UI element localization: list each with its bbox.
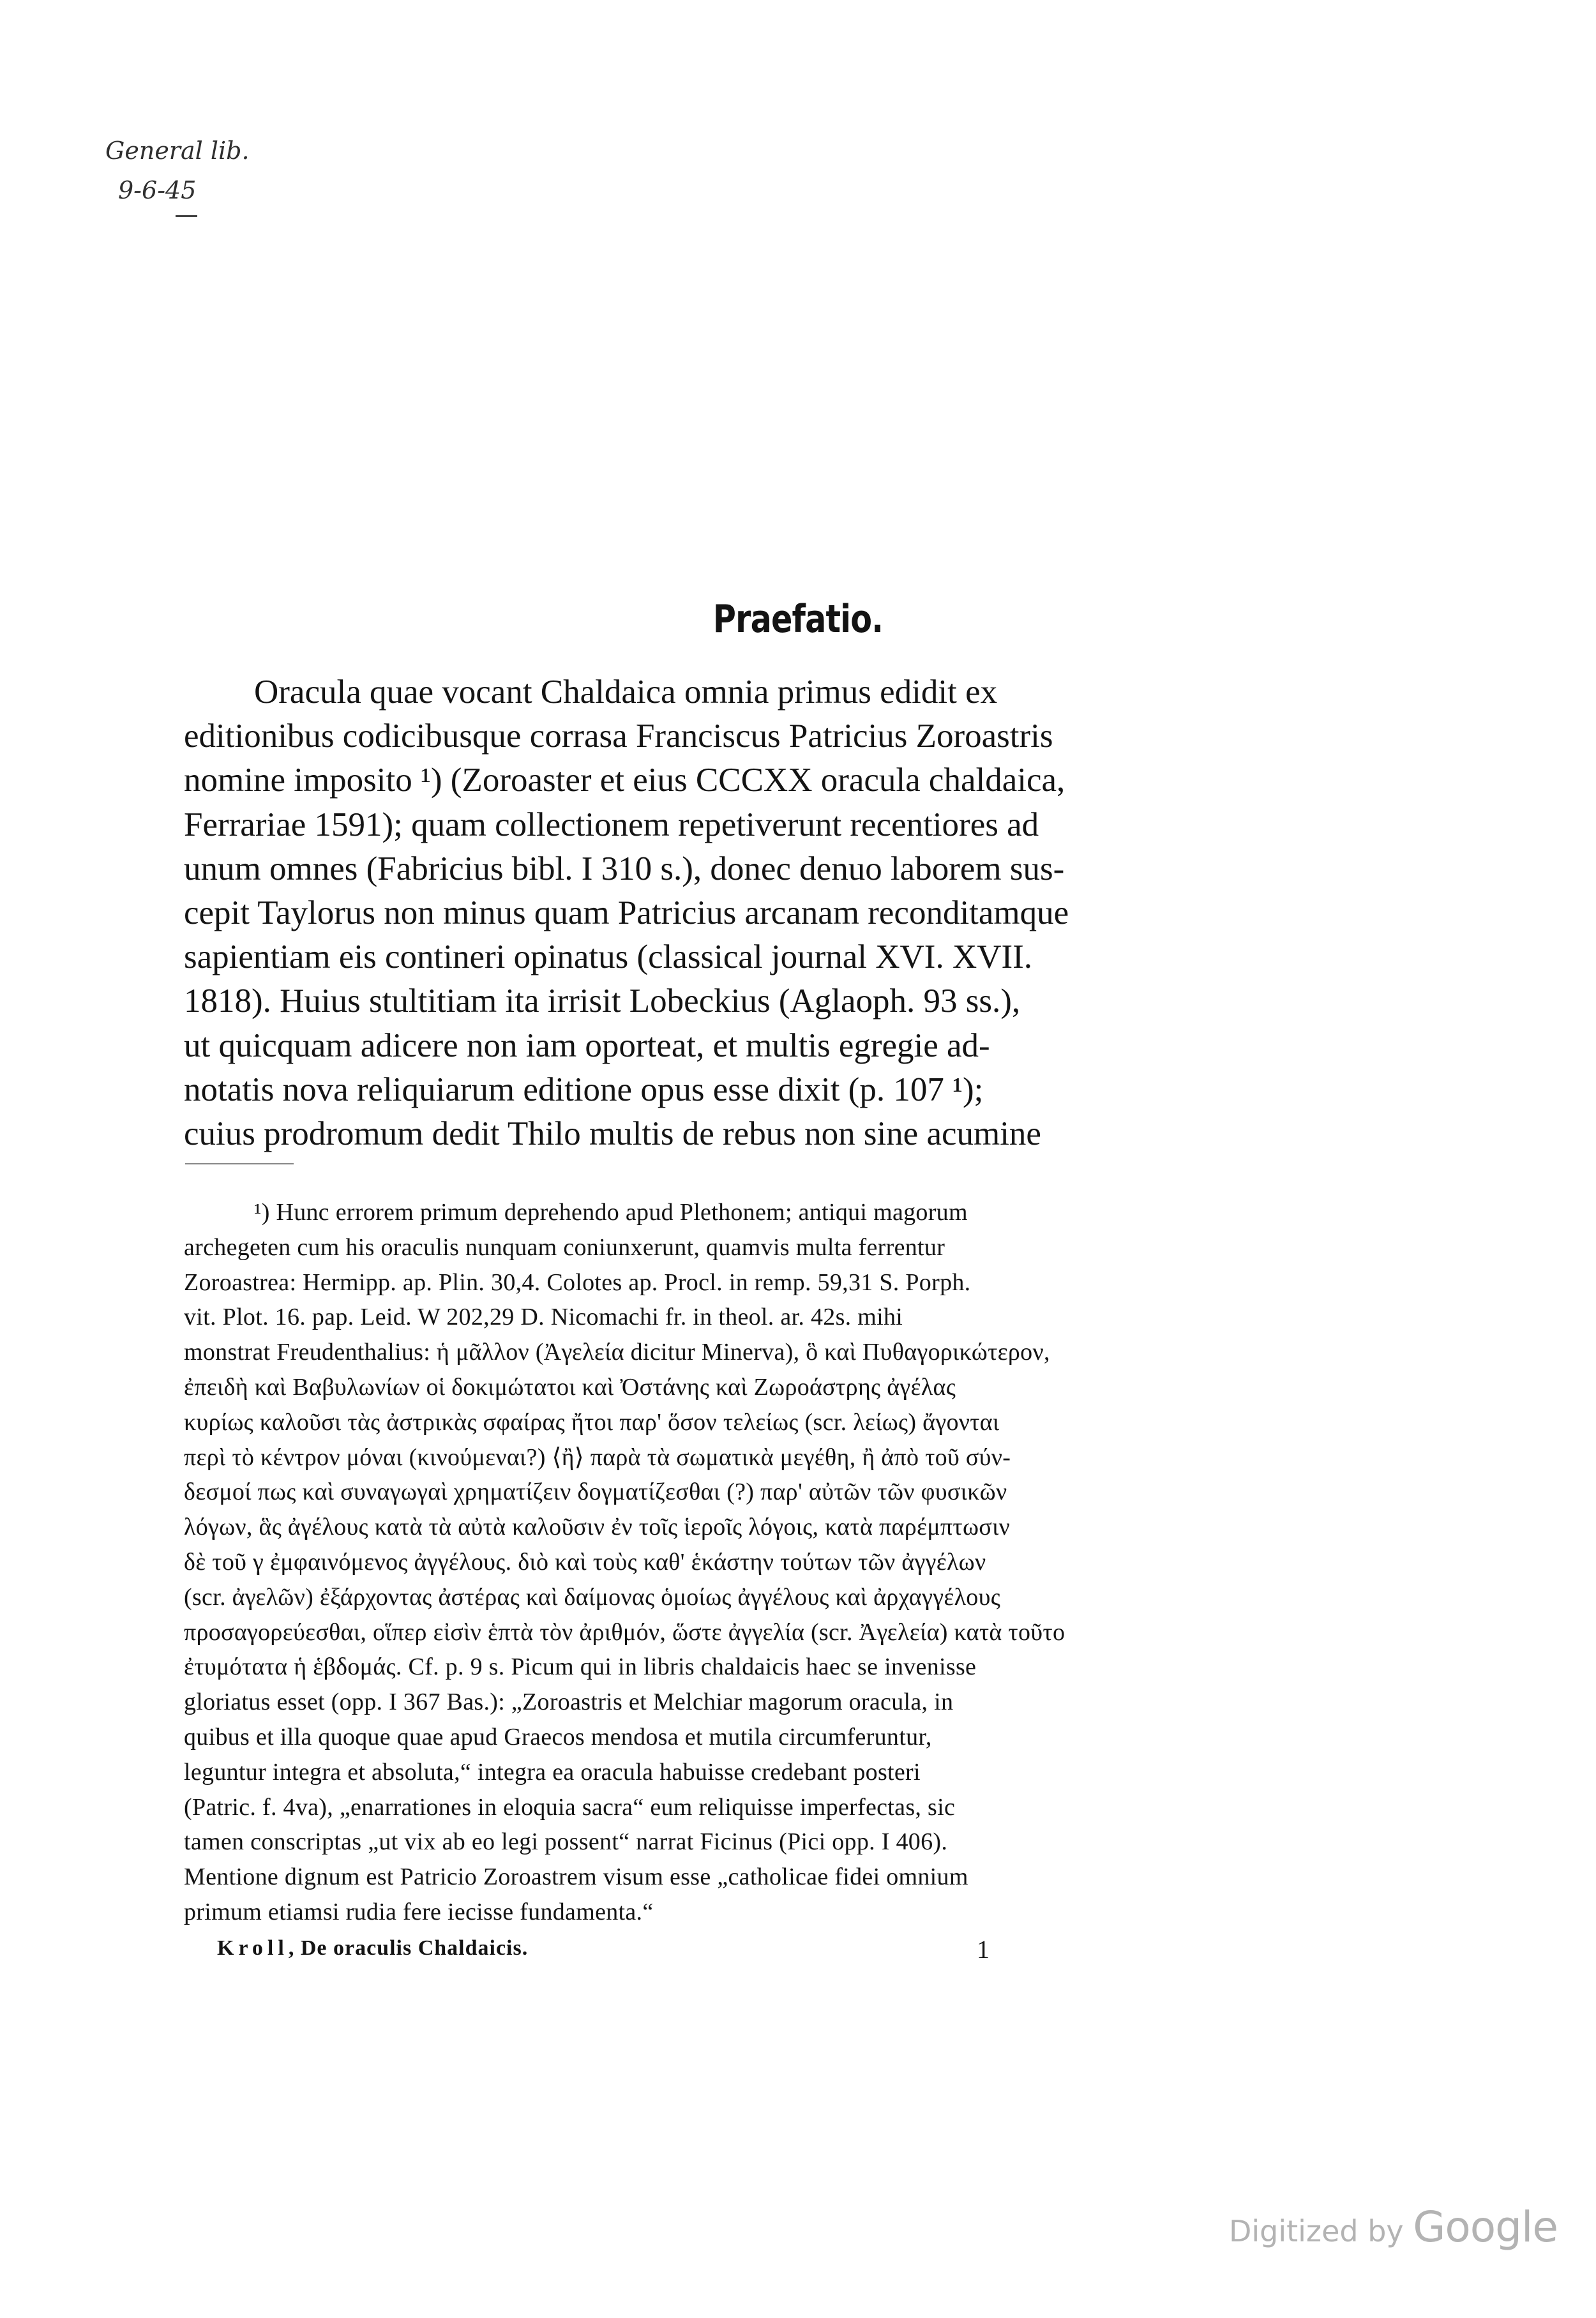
footnote-line: (Patric. f. 4va), „enarrationes in eloquia sacra“ eum reliquisse imperfectas, sic xyxy=(184,1793,956,1821)
signature-work: De oraculis Chaldaicis. xyxy=(300,1936,529,1960)
text-line: ut quicquam adicere non iam oporteat, et multis egregie ad- xyxy=(184,1027,990,1064)
note-dash xyxy=(176,215,197,217)
signature-line: Kroll, De oraculis Chaldaicis. xyxy=(217,1936,529,1960)
footnote-line: δεσμοί πως καὶ συναγωγαὶ χρηματίζειν δογματίζεσθαι (?) παρ' αὐτῶν τῶν φυσικῶν xyxy=(184,1479,1007,1506)
text-line: Oracula quae vocant Chaldaica omnia primus edidit ex xyxy=(254,674,998,711)
footnote-line: ¹) Hunc errorem primum deprehendo apud Plethonem; antiqui magorum xyxy=(254,1199,968,1226)
main-text xyxy=(184,670,1410,1156)
text-line: notatis nova reliquiarum editione opus esse dixit (p. 107 ¹); xyxy=(184,1071,984,1108)
footnote-line: quibus et illa quoque quae apud Graecos mendosa et mutila circumferuntur, xyxy=(184,1723,932,1750)
signature-mark: 1 xyxy=(977,1935,990,1964)
google-logo: Google xyxy=(1413,2202,1558,2252)
footnote-line: δὲ τοῦ γ ἐμφαινόμενος ἀγγέλους. διὸ καὶ τοὺς καθ' ἑκάστην τούτων τῶν ἀγγέλων xyxy=(184,1548,986,1576)
footnote xyxy=(184,1195,1410,1930)
footnote-line: tamen conscriptas „ut vix ab eo legi possent“ narrat Ficinus (Pici opp. I 406). xyxy=(184,1828,948,1856)
text-line: 1818). Huius stultitiam ita irrisit Lobeckius (Aglaoph. 93 ss.), xyxy=(184,982,1021,1020)
footnote-line: ἐτυμότατα ἡ ἑβδομάς. Cf. p. 9 s. Picum qui in libris chaldaicis haec se invenisse xyxy=(184,1653,977,1681)
watermark-prefix: Digitized by xyxy=(1228,2214,1404,2248)
text-line: Ferrariae 1591); quam collectionem repetiverunt recentiores ad xyxy=(184,806,1039,843)
text-line: sapientiam eis contineri opinatus (classical journal XVI. XVII. xyxy=(184,938,1033,976)
footnote-line: monstrat Freudenthalius: ἡ μᾶλλον (Ἀγελεία dicitur Minerva), ὃ καὶ Πυθαγορικώτερον, xyxy=(184,1339,1050,1366)
google-watermark xyxy=(1229,2202,1558,2252)
library-handwritten-note xyxy=(105,131,250,217)
footnote-line: κυρίως καλοῦσι τὰς ἀστρικὰς σφαίρας ἤτοι παρ' ὅσον τελείως (scr. λείως) ἄγονται xyxy=(184,1408,1000,1436)
footnote-line: λόγων, ἃς ἀγέλους κατὰ τὰ αὐτὰ καλοῦσιν ἐν τοῖς ἱεροῖς λόγοις, κατὰ παρέμπτωσιν xyxy=(184,1514,1011,1541)
text-line: nomine imposito ¹) (Zoroaster et eius CCCXX oracula chaldaica, xyxy=(184,762,1065,799)
footnote-line: vit. Plot. 16. pap. Leid. W 202,29 D. Nicomachi fr. in theol. ar. 42s. mihi xyxy=(184,1304,903,1331)
text-line: unum omnes (Fabricius bibl. I 310 s.), donec denuo laborem sus- xyxy=(184,850,1065,887)
footnote-line: περὶ τὸ κέντρον μόναι (κινούμεναι?) ⟨ἢ⟩ παρὰ τὰ σωματικὰ μεγέθη, ἢ ἀπὸ τοῦ σύν- xyxy=(184,1443,1011,1471)
text-line: cuius prodromum dedit Thilo multis de rebus non sine acumine xyxy=(184,1115,1041,1153)
footnote-line: archegeten cum his oraculis nunquam coniunxerunt, quamvis multa ferrentur xyxy=(184,1233,945,1261)
footnote-line: Mentione dignum est Patricio Zoroastrem visum esse „catholicae fidei omnium xyxy=(184,1863,968,1891)
page-title: Praefatio. xyxy=(712,597,884,642)
footnote-line: Zoroastrea: Hermipp. ap. Plin. 30,4. Colotes ap. Procl. in remp. 59,31 S. Porph. xyxy=(184,1268,971,1296)
library-note-line-2: 9-6-45 xyxy=(118,176,197,204)
footnote-line: gloriatus esset (opp. I 367 Bas.): „Zoroastris et Melchiar magorum oracula, in xyxy=(184,1689,954,1716)
footnote-line: primum etiamsi rudia fere iecisse fundamenta.“ xyxy=(184,1898,654,1925)
signature-author: Kroll xyxy=(217,1936,289,1960)
text-line: cepit Taylorus non minus quam Patricius arcanam reconditamque xyxy=(184,894,1069,932)
footnote-line: (scr. ἀγελῶν) ἐξάρχοντας ἀστέρας καὶ δαίμονας ὁμοίως ἀγγέλους καὶ ἀρχαγγέλους xyxy=(184,1583,1001,1611)
footnote-line: ἐπειδὴ καὶ Βαβυλωνίων οἱ δοκιμώτατοι καὶ Ὀστάνης καὶ Ζωροάστρης ἀγέλας xyxy=(184,1373,956,1401)
footnote-line: προσαγορεύεσθαι, οἵπερ εἰσὶν ἑπτὰ τὸν ἀριθμόν, ὥστε ἀγγελία (scr. Ἀγελεία) κατὰ τοῦτο xyxy=(184,1618,1065,1646)
footnote-divider xyxy=(185,1163,294,1164)
text-line: editionibus codicibusque corrasa Franciscus Patricius Zoroastris xyxy=(184,718,1053,755)
library-note-line-1: General lib. xyxy=(105,137,250,165)
footnote-line: leguntur integra et absoluta,“ integra ea oracula habuisse credebant posteri xyxy=(184,1758,921,1786)
